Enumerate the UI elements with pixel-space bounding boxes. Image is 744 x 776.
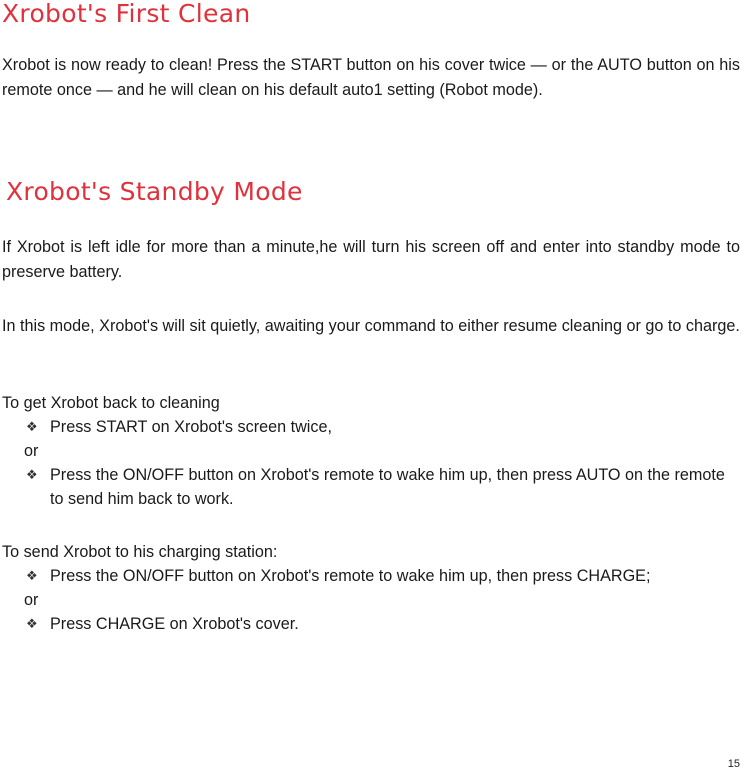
list-item xyxy=(2,612,740,636)
or-separator: or xyxy=(24,442,39,460)
diamond-bullet-icon: ❖ xyxy=(26,616,38,631)
standby-paragraph-idle: If Xrobot is left idle for more than a minute,he will turn his screen off and enter into standby mode to preserve battery. xyxy=(2,238,740,281)
to-charging-intro: To send Xrobot to his charging station: xyxy=(2,543,278,561)
page-number: 15 xyxy=(727,758,740,770)
list-item xyxy=(2,564,740,588)
list-item-text: Press the ON/OFF button on Xrobot's remote to wake him up, then press AUTO on the remote to send him back to work. xyxy=(50,466,725,508)
diamond-bullet-icon: ❖ xyxy=(26,467,38,482)
first-clean-paragraph: Xrobot is now ready to clean! Press the START button on his cover twice — or the AUTO button on his remote once — and he will clean on his default auto1 setting (Robot mode). xyxy=(2,56,740,99)
standby-paragraph-mode: In this mode, Xrobot's will sit quietly, awaiting your command to either resume cleaning or go to charge. xyxy=(2,317,740,335)
first-clean-heading: Xrobot's First Clean xyxy=(2,0,251,28)
list-item xyxy=(2,463,740,511)
or-separator: or xyxy=(24,591,39,609)
list-item-text: Press CHARGE on Xrobot's cover. xyxy=(50,615,299,633)
to-charging-instructions xyxy=(2,540,740,636)
back-to-cleaning-intro: To get Xrobot back to cleaning xyxy=(2,394,220,412)
diamond-bullet-icon: ❖ xyxy=(26,568,38,583)
list-item xyxy=(2,415,740,439)
diamond-bullet-icon: ❖ xyxy=(26,419,38,434)
list-item-text: Press the ON/OFF button on Xrobot's remote to wake him up, then press CHARGE; xyxy=(50,567,651,585)
list-item-text: Press START on Xrobot's screen twice, xyxy=(50,418,332,436)
standby-mode-heading: Xrobot's Standby Mode xyxy=(6,177,303,206)
back-to-cleaning-instructions xyxy=(2,391,740,511)
